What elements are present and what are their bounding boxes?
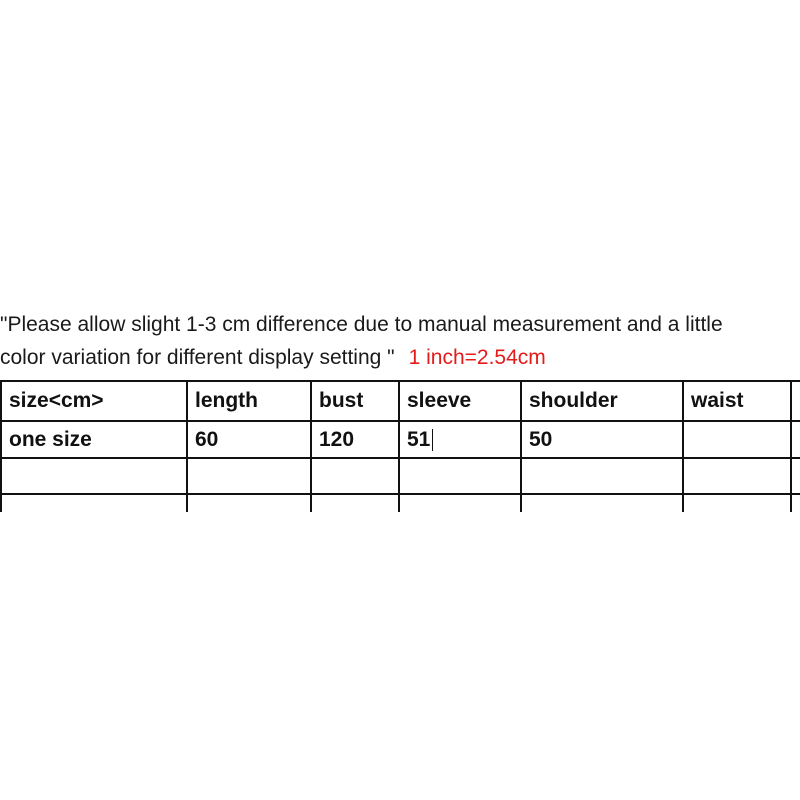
inch-conversion-note: 1 inch=2.54cm — [408, 346, 546, 369]
table-cell — [790, 459, 800, 493]
note-line-2: color variation for different display setting " — [0, 346, 395, 369]
header-size: size<cm> — [0, 382, 186, 420]
table-cell — [186, 459, 310, 493]
table-cell: 50 — [520, 422, 682, 457]
measurement-note — [0, 308, 800, 374]
table-cell — [682, 459, 790, 493]
header-extra — [790, 382, 800, 420]
table-cell — [520, 495, 682, 512]
table-cell — [310, 495, 398, 512]
text-cursor — [432, 429, 433, 451]
table-row — [0, 459, 800, 495]
note-line-2-wrapper — [0, 341, 800, 374]
header-length: length — [186, 382, 310, 420]
table-cell — [186, 495, 310, 512]
table-cell — [0, 495, 186, 512]
header-sleeve: sleeve — [398, 382, 520, 420]
size-table — [0, 380, 800, 512]
sleeve-value: 51 — [407, 427, 431, 451]
table-cell: 120 — [310, 422, 398, 457]
table-cell: one size — [0, 422, 186, 457]
table-row — [0, 495, 800, 512]
table-cell — [682, 422, 790, 457]
table-cell — [790, 495, 800, 512]
table-header-row — [0, 382, 800, 422]
table-cell — [520, 459, 682, 493]
header-shoulder: shoulder — [520, 382, 682, 420]
table-cell — [682, 495, 790, 512]
header-bust: bust — [310, 382, 398, 420]
table-cell — [310, 459, 398, 493]
table-cell — [398, 459, 520, 493]
table-row — [0, 422, 800, 459]
header-waist: waist — [682, 382, 790, 420]
note-line-1: "Please allow slight 1-3 cm difference due to manual measurement and a little — [0, 313, 723, 336]
table-cell-sleeve — [398, 422, 520, 457]
table-cell — [0, 459, 186, 493]
table-cell: 60 — [186, 422, 310, 457]
table-cell — [790, 422, 800, 457]
table-cell — [398, 495, 520, 512]
